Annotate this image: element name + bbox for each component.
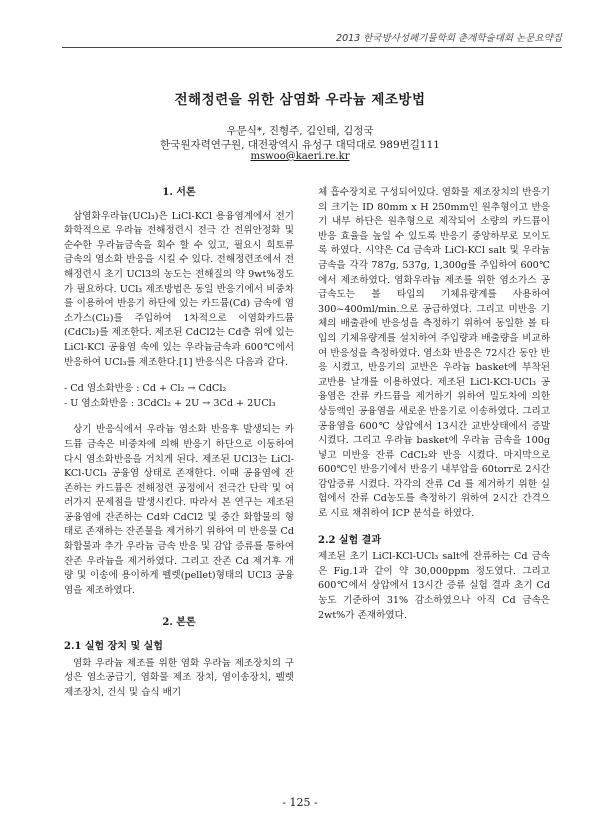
u-chlorination-equation: - U 염소화반응 : 3CdCl₂ + 2U → 3Cd + 2UCl₃ (64, 397, 276, 409)
conference-header: 2013 한국방사성폐기물학회 춘계학술대회 논문요약집 (62, 30, 562, 48)
cd-chlorination-equation: - Cd 염소화반응 : Cd + Cl₂ → CdCl₂ (64, 383, 227, 395)
subsection-2-2-heading: 2.2 실험 결과 (318, 534, 382, 546)
paper-authors: 우문식*, 진형주, 김인태, 김정국 (226, 125, 374, 137)
page-number: - 125 - (282, 796, 318, 809)
left-column (64, 186, 294, 700)
intro-heading: 1. 서론 (162, 187, 196, 198)
intro-paragraph-1: 삼염화우라늄(UCl₃)은 LiCl-KCl 용융염계에서 전기화학적으로 우라늄 전해정련시 전극 간 전위안정화 및 순수한 우라늄금속을 회수 할 수 있고, 필요시 희토류 금속의 염소화 반응을 시킬 수 있다. 전해정련조에서 전해정련시 초기 UCl3의 농도는 전해질의 약 9wt%정도가 필요하다. UCl₃ 제조방법은 동일 반응기에서 비중차를 이용하여 반응기 하단에 있는 카드뮴(Cd) 금속에 염소가스(Cl₂)를 주입하여 1차적으로 이염화카드뮴(CdCl₂)를 제조한다. 제조된 CdCl2는 Cd층 위에 있는 LiCl-KCl 공융염 속에 있는 우라늄금속과 600℃에서 반응하여 UCl₃를 제조한다.[1] 반응식은 다음과 같다. (64, 210, 294, 368)
right-column (318, 186, 550, 623)
author-email-link[interactable]: mswoo@kaeri.re.kr (250, 151, 350, 162)
body-heading: 2. 본론 (162, 617, 196, 629)
subsection-2-1-paragraph-continued: 체 흡수장치로 구성되어있다. 염화물 제조장치의 반응기의 크기는 ID 80mm x H 250mm인 원추형이고 반응기 내부 하단은 원추형으로 제작되어 소량의 카드뮴이 반응 효율을 높일 수 있도록 반응기 중앙하부로 모이도록 하였다. 시약은 Cd 금속과 LiCl-KCl salt 및 우라늄 금속을 각각 787g, 537g, 1,300g를 주입하여 600℃에서 제조하였다. 염화우라늄 제조를 위한 염소가스 공급속도는 볼 타입의 기체유량계를 사용하여 300~400ml/min.으로 공급하였다. 그리고 미반응 기체의 배출관에 반응성을 측정하기 위하여 동일한 볼 타입의 기체유량계를 설치하여 주입량과 배출량을 비교하여 반응성을 측정하였다. 염소화 반응은 72시간 동안 반응 시켰고, 반응기의 교반은 우라늄 basket에 부착된 교반용 날개를 이용하였다. 제조된 LiCl-KCl-UCl₃ 공융염은 잔류 카드뮴을 제거하기 위하여 밀도차에 의한 상등액인 공융염을 새로운 반응기로 이송하였다. 그리고 공융염을 600℃ 상압에서 13시간 교반상태에서 증발시켰다. 그리고 우라늄 basket에 우라늄 금속을 100g 넣고 미반응 잔류 CdCl₂와 반응 시켰다. 마지막으로 600℃인 반응기에서 반응기 내부압을 60torr로 2시간 감압증류 시켰다. 각각의 잔류 Cd 를 제거하기 위한 실험에서 잔류 Cd농도를 측정하기 위하여 2시간 간격으로 시료 채취하여 ICP 분석을 하였다. (318, 187, 550, 520)
paper-title: 전해정련을 위한 삼염화 우라늄 제조방법 (174, 92, 426, 108)
subsection-2-1-heading: 2.1 실험 장치 및 실험 (64, 641, 163, 653)
intro-paragraph-2: 상기 반응식에서 우라늄 염소화 반응후 발생되는 카드뮴 금속은 비중차에 의해 반응기 하단으로 이동하여 다시 염소화반응을 거치게 된다. 제조된 UCl3는 LiCl-KCl-UCl₃ 공융염 상태로 존재한다. 이때 공융염에 잔존하는 카드뮴은 전해정련 공정에서 전극간 단락 및 여러가지 문제점을 발생시킨다. 따라서 본 연구는 제조된 공융염에 잔존하는 Cd와 CdCl2 및 중간 화합물의 형태로 존재하는 잔존물을 제거하기 위하여 미 반응물 Cd 화합물과 추가 우라늄 금속 반응 및 감압 증류를 통하여 잔존 우라늄을 제거하였다. 그리고 잔존 Cd 제거후 개량 및 이송에 용이하게 펠렛(pellet)형태의 UCl3 공융염을 제조하였다. (64, 424, 294, 596)
subsection-2-1-paragraph: 염화 우라늄 제조를 위한 염화 우라늄 제조장치의 구성은 염소공급기, 염화물 제조 장치, 염이송장치, 펠렛제조장치, 건식 및 습식 배기 (64, 657, 294, 698)
paper-affiliation: 한국원자력연구원, 대전광역시 유성구 대덕대로 989번길111 (160, 139, 440, 151)
subsection-2-2-paragraph: 제조된 초기 LiCl-KCl-UCl₃ salt에 잔류하는 Cd 금속은 Fig.1과 같이 약 30,000ppm 정도였다. 그리고 600℃에서 상압에서 13시간 증류 실험 결과 초기 Cd 농도 기준하여 31% 감소하였으나 아직 Cd 금속은 2wt%가 존재하였다. (318, 551, 550, 621)
author-email (0, 151, 600, 162)
